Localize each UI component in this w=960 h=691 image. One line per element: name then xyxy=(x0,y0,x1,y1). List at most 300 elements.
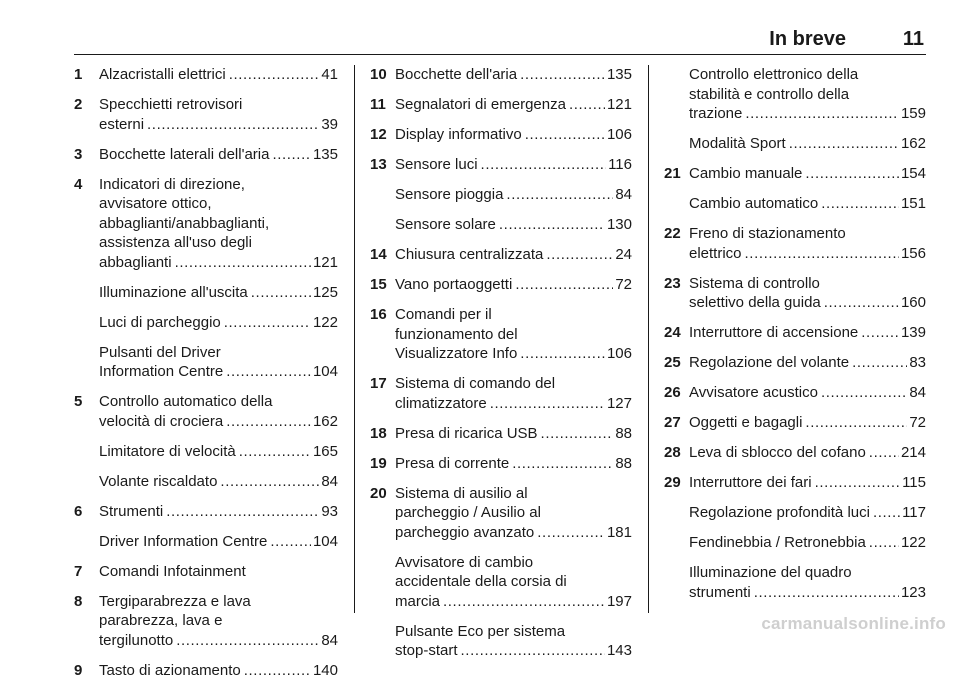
dot-leader xyxy=(569,95,605,115)
item-label: Modalità Sport xyxy=(689,135,786,152)
index-entry xyxy=(664,224,926,263)
item-text xyxy=(395,553,632,612)
item-label: Comandi per il xyxy=(395,306,492,323)
item-line-with-page xyxy=(99,442,338,462)
item-text xyxy=(99,502,338,522)
item-page-number: 151 xyxy=(900,195,926,212)
dot-leader xyxy=(443,592,605,612)
item-text xyxy=(395,484,632,543)
item-line-with-page xyxy=(395,125,632,145)
item-label: Presa di ricarica USB xyxy=(395,424,538,442)
item-line-with-page xyxy=(689,293,926,313)
item-number: 16 xyxy=(370,306,387,323)
item-page-number: 115 xyxy=(902,474,926,491)
dot-leader xyxy=(873,503,900,523)
item-text xyxy=(689,533,926,553)
item-number xyxy=(664,503,689,523)
item-number xyxy=(74,532,99,552)
item-number: 25 xyxy=(664,354,681,371)
item-number: 11 xyxy=(370,96,386,113)
item-number: 21 xyxy=(664,165,681,182)
item-label: Fendinebbia / Retronebbia xyxy=(689,534,866,551)
item-page-number: 156 xyxy=(900,244,926,262)
item-text xyxy=(689,194,926,214)
index-entry xyxy=(74,95,338,134)
item-number: 3 xyxy=(74,145,83,163)
item-label: accidentale della corsia di xyxy=(395,573,567,590)
item-label: Alzacristalli elettrici xyxy=(99,66,226,83)
item-text xyxy=(689,443,926,463)
index-entry xyxy=(74,175,338,273)
item-page-number: 154 xyxy=(900,165,926,182)
item-label: Bocchette laterali dell'aria xyxy=(99,145,270,163)
item-text xyxy=(395,95,632,115)
index-entry xyxy=(664,533,926,553)
index-column-3 xyxy=(664,65,926,613)
item-text xyxy=(689,353,926,373)
item-line-with-page xyxy=(689,383,926,403)
dot-leader xyxy=(224,313,311,333)
item-line-with-page xyxy=(689,353,926,373)
item-number xyxy=(370,622,395,661)
item-line-with-page xyxy=(395,65,632,85)
item-line-with-page xyxy=(99,145,338,165)
item-text xyxy=(689,224,926,263)
item-page-number: 139 xyxy=(900,324,926,341)
item-number: 1 xyxy=(74,66,83,83)
item-line-with-page xyxy=(689,134,926,154)
dot-leader xyxy=(805,413,907,433)
item-label: Comandi Infotainment xyxy=(99,562,246,580)
item-page-number: 127 xyxy=(606,394,632,412)
item-label: selettivo della guida xyxy=(689,294,821,311)
dot-leader xyxy=(745,244,899,264)
watermark: carmanualsonline.info xyxy=(761,614,946,633)
item-number: 28 xyxy=(664,444,681,461)
item-page-number: 162 xyxy=(900,135,926,152)
index-entry xyxy=(74,502,338,522)
page-header xyxy=(74,26,926,55)
item-label: Freno di stazionamento xyxy=(689,225,846,242)
index-entry xyxy=(370,622,632,661)
item-text xyxy=(689,473,926,493)
item-text xyxy=(99,472,338,492)
item-label: Sistema di ausilio al xyxy=(395,484,528,502)
item-page-number: 72 xyxy=(615,276,632,293)
item-line-with-page xyxy=(689,194,926,214)
dot-leader xyxy=(270,532,311,552)
item-line-with-page xyxy=(395,245,632,265)
item-page-number: 24 xyxy=(615,246,632,263)
dot-leader xyxy=(869,533,899,553)
item-text xyxy=(689,323,926,343)
item-number xyxy=(664,134,689,154)
item-text xyxy=(99,592,338,651)
item-text xyxy=(395,424,632,444)
item-number: 23 xyxy=(664,274,681,292)
item-text xyxy=(99,562,338,582)
item-number xyxy=(664,194,689,214)
dot-leader xyxy=(520,65,605,85)
item-text xyxy=(689,413,926,433)
item-line-with-page xyxy=(689,413,926,433)
item-label: abbaglianti xyxy=(99,253,172,271)
index-entry xyxy=(664,164,926,184)
index-entry xyxy=(664,563,926,602)
item-text xyxy=(395,65,632,85)
item-line-with-page xyxy=(395,275,632,295)
item-label: Bocchette dell'aria xyxy=(395,66,518,83)
index-entry xyxy=(664,274,926,313)
index-entry xyxy=(370,125,632,145)
index-entry xyxy=(74,562,338,582)
dot-leader xyxy=(499,215,605,235)
item-text xyxy=(395,125,632,145)
item-label: Illuminazione all'uscita xyxy=(99,283,248,301)
dot-leader xyxy=(754,583,899,603)
dot-leader xyxy=(745,104,899,124)
item-line-with-page xyxy=(689,164,926,184)
item-line-with-page xyxy=(99,115,338,135)
item-line-with-page xyxy=(395,394,632,414)
item-number: 17 xyxy=(370,375,387,392)
item-number xyxy=(370,185,395,205)
item-line-with-page xyxy=(689,533,926,553)
item-page-number: 84 xyxy=(615,186,632,203)
item-number: 8 xyxy=(74,592,83,610)
item-label: Cambio automatico xyxy=(689,195,819,212)
dot-leader xyxy=(546,245,613,265)
item-label: Strumenti xyxy=(99,502,164,520)
dot-leader xyxy=(176,631,319,651)
item-label: trazione xyxy=(689,105,743,122)
item-number: 12 xyxy=(370,126,387,143)
index-entry xyxy=(370,215,632,235)
index-entry xyxy=(664,353,926,373)
item-page-number: 39 xyxy=(321,115,338,133)
item-label: Controllo elettronico della xyxy=(689,66,859,83)
item-text xyxy=(395,245,632,265)
item-text xyxy=(689,503,926,523)
item-number: 27 xyxy=(664,414,681,431)
item-text xyxy=(395,185,632,205)
dot-leader xyxy=(481,155,607,175)
dot-leader xyxy=(515,275,613,295)
item-text xyxy=(395,215,632,235)
item-line-with-page xyxy=(99,661,338,681)
item-text xyxy=(99,392,338,431)
item-line-with-page xyxy=(395,424,632,444)
item-number: 14 xyxy=(370,246,387,263)
item-label: Sistema di controllo xyxy=(689,274,820,292)
item-text xyxy=(395,374,632,413)
item-label: Volante riscaldato xyxy=(99,472,218,490)
item-number xyxy=(664,533,689,553)
index-entry xyxy=(74,65,338,85)
index-entry xyxy=(664,443,926,463)
item-page-number: 125 xyxy=(312,283,338,301)
item-text xyxy=(689,65,926,124)
dot-leader xyxy=(506,185,613,205)
item-line-with-page xyxy=(99,65,338,85)
index-entry xyxy=(664,503,926,523)
index-entry xyxy=(370,454,632,474)
item-text xyxy=(99,95,338,134)
item-label: Pulsante Eco per sistema xyxy=(395,622,566,640)
item-line-with-page xyxy=(395,155,632,175)
item-number: 2 xyxy=(74,96,83,113)
item-text xyxy=(99,65,338,85)
dot-leader xyxy=(869,443,899,463)
item-line-with-page xyxy=(395,215,632,235)
item-line-with-page xyxy=(99,362,338,382)
item-label: Leva di sblocco del cofano xyxy=(689,444,866,461)
item-number: 29 xyxy=(664,474,681,491)
item-label: Vano portaoggetti xyxy=(395,276,513,293)
dot-leader xyxy=(226,412,311,432)
page-title: In breve xyxy=(769,28,846,50)
dot-leader xyxy=(520,344,605,364)
item-line-with-page xyxy=(395,95,632,115)
item-number xyxy=(664,563,689,602)
dot-leader xyxy=(512,454,613,474)
item-label: stabilità e controllo della xyxy=(689,85,850,103)
item-number xyxy=(370,215,395,235)
item-label: Sensore solare xyxy=(395,216,496,233)
item-label: Cambio manuale xyxy=(689,165,803,182)
dot-leader xyxy=(166,502,319,522)
index-entry xyxy=(74,313,338,333)
item-number: 20 xyxy=(370,484,387,502)
item-label: strumenti xyxy=(689,583,751,601)
item-label: Interruttore dei fari xyxy=(689,474,812,491)
item-page-number: 130 xyxy=(606,216,632,233)
item-page-number: 83 xyxy=(909,354,926,371)
item-page-number: 41 xyxy=(321,66,338,83)
item-number xyxy=(74,313,99,333)
dot-leader xyxy=(541,424,614,444)
index-entry xyxy=(664,383,926,403)
item-page-number: 143 xyxy=(606,642,632,659)
item-number: 19 xyxy=(370,454,387,472)
dot-leader xyxy=(147,115,319,135)
index-column-2 xyxy=(370,65,632,671)
item-text xyxy=(689,383,926,403)
item-label: Driver Information Centre xyxy=(99,532,268,550)
index-entry xyxy=(74,343,338,382)
index-entry xyxy=(370,374,632,413)
item-number: 22 xyxy=(664,225,681,242)
item-page-number: 116 xyxy=(608,156,632,173)
item-label: Luci di parcheggio xyxy=(99,313,221,331)
dot-leader xyxy=(852,353,907,373)
item-text xyxy=(99,145,338,165)
item-page-number: 123 xyxy=(900,583,926,601)
index-entry xyxy=(370,95,632,115)
dot-leader xyxy=(244,661,311,681)
item-number: 24 xyxy=(664,324,681,341)
item-label: Pulsanti del Driver xyxy=(99,343,221,361)
item-label: Segnalatori di emergenza xyxy=(395,96,566,113)
item-label: velocità di crociera xyxy=(99,412,224,430)
index-entry xyxy=(370,305,632,364)
item-page-number: 214 xyxy=(900,444,926,461)
item-number xyxy=(74,472,99,492)
item-label: abbaglianti/anabbaglianti, xyxy=(99,214,270,232)
column-divider xyxy=(354,65,355,613)
dot-leader xyxy=(824,293,899,313)
item-page-number: 135 xyxy=(312,145,338,163)
index-entry xyxy=(74,592,338,651)
item-label: Avvisatore di cambio xyxy=(395,553,534,571)
item-line-with-page xyxy=(395,641,632,661)
item-text xyxy=(99,313,338,333)
dot-leader xyxy=(861,323,899,343)
page-number: 11 xyxy=(902,28,924,50)
dot-leader xyxy=(525,125,605,145)
item-label: Oggetti e bagagli xyxy=(689,414,803,431)
index-entry xyxy=(664,413,926,433)
dot-leader xyxy=(490,394,605,414)
dot-leader xyxy=(789,134,899,154)
item-label: parcheggio avanzato xyxy=(395,523,535,541)
item-page-number: 121 xyxy=(606,96,632,113)
index-entry xyxy=(74,661,338,681)
item-number: 4 xyxy=(74,175,83,193)
item-label: parabrezza, lava e xyxy=(99,612,223,629)
index-column-1 xyxy=(74,65,338,691)
item-page-number: 106 xyxy=(606,345,632,362)
dot-leader xyxy=(220,472,319,492)
item-page-number: 106 xyxy=(606,126,632,143)
item-line-with-page xyxy=(99,631,338,651)
item-text xyxy=(689,164,926,184)
item-label: Sistema di comando del xyxy=(395,375,556,392)
item-number: 18 xyxy=(370,424,387,442)
item-text xyxy=(99,442,338,462)
item-line-with-page xyxy=(99,283,338,303)
item-page-number: 84 xyxy=(909,384,926,401)
item-text xyxy=(395,275,632,295)
dot-leader xyxy=(226,362,311,382)
item-page-number: 122 xyxy=(312,313,338,331)
item-label: assistenza all'uso degli xyxy=(99,234,252,251)
index-entry xyxy=(74,532,338,552)
item-label: Display informativo xyxy=(395,126,522,143)
item-label: marcia xyxy=(395,592,441,610)
item-page-number: 84 xyxy=(321,631,338,649)
item-text xyxy=(99,343,338,382)
index-entry xyxy=(664,194,926,214)
item-line-with-page xyxy=(99,502,338,522)
index-entry xyxy=(370,245,632,265)
item-label: Chiusura centralizzata xyxy=(395,246,544,263)
item-line-with-page xyxy=(689,104,926,124)
index-entry xyxy=(664,134,926,154)
item-page-number: 140 xyxy=(312,661,338,679)
item-number: 9 xyxy=(74,661,83,679)
item-label: Regolazione profondità luci xyxy=(689,504,870,521)
item-label: climatizzatore xyxy=(395,394,487,412)
item-label: Avvisatore acustico xyxy=(689,384,818,401)
item-label: Presa di corrente xyxy=(395,454,510,472)
index-entry xyxy=(370,65,632,85)
item-page-number: 135 xyxy=(606,66,632,83)
item-label: Information Centre xyxy=(99,363,224,380)
item-label: Sensore luci xyxy=(395,156,478,173)
item-line-with-page xyxy=(395,592,632,612)
item-page-number: 88 xyxy=(615,424,632,442)
item-label: Specchietti retrovisori xyxy=(99,96,243,113)
item-line-with-page xyxy=(689,583,926,603)
item-page-number: 72 xyxy=(909,414,926,431)
item-number xyxy=(74,343,99,382)
item-label: Sensore pioggia xyxy=(395,186,504,203)
item-text xyxy=(395,622,632,661)
index-entry xyxy=(74,283,338,303)
dot-leader xyxy=(272,145,311,165)
item-line-with-page xyxy=(689,473,926,493)
item-text xyxy=(689,134,926,154)
item-label: Indicatori di direzione, xyxy=(99,175,245,193)
item-number: 13 xyxy=(370,156,387,173)
index-entry xyxy=(370,185,632,205)
item-page-number: 160 xyxy=(900,294,926,311)
item-label: Visualizzatore Info xyxy=(395,345,518,362)
item-number xyxy=(74,442,99,462)
item-line-with-page xyxy=(689,323,926,343)
item-page-number: 165 xyxy=(312,442,338,460)
item-text xyxy=(689,274,926,313)
index-entry xyxy=(370,484,632,543)
item-page-number: 159 xyxy=(900,105,926,122)
dot-leader xyxy=(537,523,605,543)
item-number: 5 xyxy=(74,393,83,410)
item-label: elettrico xyxy=(689,244,742,262)
item-label: esterni xyxy=(99,115,145,133)
item-text xyxy=(99,532,338,552)
item-label: Controllo automatico della xyxy=(99,393,273,410)
item-label: parcheggio / Ausilio al xyxy=(395,504,541,521)
item-number: 15 xyxy=(370,276,387,293)
item-line-with-page xyxy=(99,472,338,492)
item-number: 26 xyxy=(664,384,681,401)
index-entry xyxy=(370,275,632,295)
item-line-with-page xyxy=(99,253,338,273)
item-number xyxy=(74,283,99,303)
item-text xyxy=(395,305,632,364)
item-page-number: 181 xyxy=(606,523,632,541)
dot-leader xyxy=(229,65,320,85)
item-label: funzionamento del xyxy=(395,325,518,343)
item-line-with-page xyxy=(395,523,632,543)
index-entry xyxy=(664,323,926,343)
column-divider xyxy=(648,65,649,613)
index-entry xyxy=(664,473,926,493)
item-page-number: 104 xyxy=(312,532,338,550)
item-label: Illuminazione del quadro xyxy=(689,564,852,581)
item-label: Tergiparabrezza e lava xyxy=(99,592,251,610)
item-label: tergilunotto xyxy=(99,631,174,649)
item-label: stop-start xyxy=(395,642,458,659)
item-label: Limitatore di velocità xyxy=(99,442,236,460)
dot-leader xyxy=(821,383,907,403)
item-page-number: 121 xyxy=(312,253,338,271)
item-text xyxy=(99,175,338,273)
dot-leader xyxy=(251,283,311,303)
index-entry xyxy=(74,472,338,492)
item-number: 10 xyxy=(370,66,387,83)
